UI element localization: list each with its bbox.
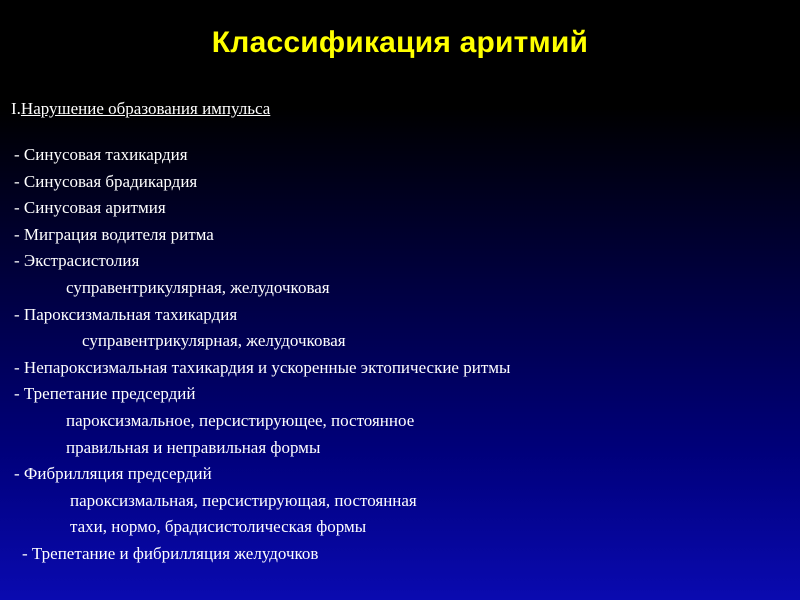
list-item: - Пароксизмальная тахикардия (14, 304, 238, 324)
list-item: - Синусовая тахикардия (14, 145, 188, 164)
section-heading-text: Нарушение образования импульса (20, 99, 271, 118)
list-subitem: суправентрикулярная, желудочковая (66, 277, 330, 297)
arrhythmia-list (0, 142, 800, 568)
list-subitem: суправентрикулярная, желудочковая (82, 331, 346, 351)
slide-title: Классификация аритмий (211, 26, 589, 59)
list-subitem: правильная и неправильная формы (66, 437, 321, 457)
list-subitem: пароксизмальная, персистирующая, постоянная (70, 490, 417, 510)
section-number: I. (11, 99, 21, 118)
list-item: - Синусовая брадикардия (14, 171, 198, 191)
list-item: - Экстрасистолия (14, 251, 140, 271)
list-item: - Трепетание и фибрилляция желудочков (22, 543, 319, 563)
list-item: - Синусовая аритмия (14, 198, 166, 218)
list-subitem: пароксизмальное, персистирующее, постоянное (66, 410, 415, 430)
section-heading (11, 99, 270, 119)
list-item: - Непароксизмальная тахикардия и ускоренные эктопические ритмы (14, 357, 511, 377)
list-item: - Трепетание предсердий (14, 384, 196, 404)
list-item: - Фибрилляция предсердий (14, 464, 212, 484)
list-item: - Миграция водителя ритма (14, 224, 214, 244)
list-subitem: тахи, нормо, брадисистолическая формы (70, 517, 367, 537)
